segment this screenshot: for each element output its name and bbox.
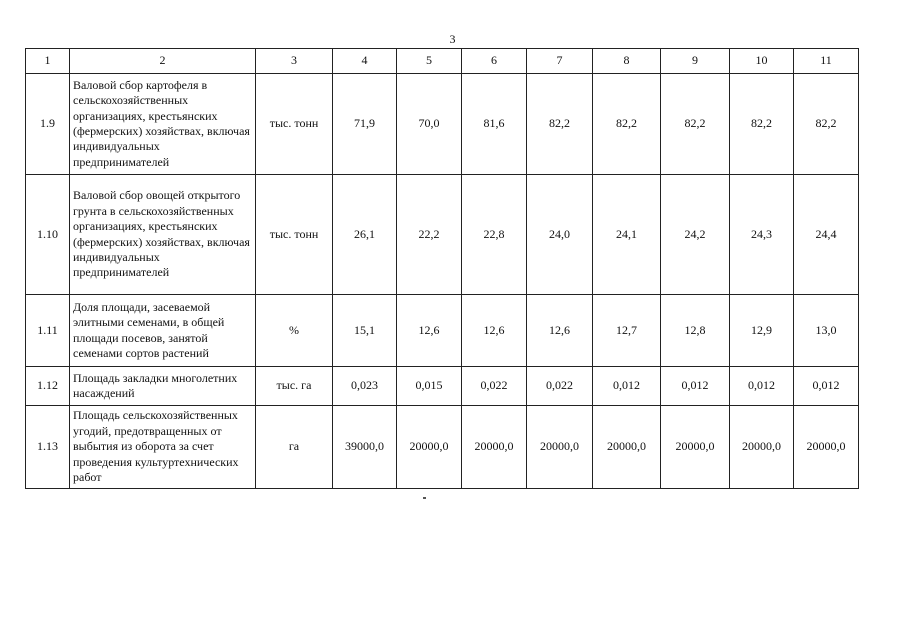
- table-row: [26, 175, 859, 295]
- value-cell: 20000,0: [397, 406, 462, 489]
- column-number: 8: [593, 49, 661, 74]
- value-cell: 13,0: [794, 295, 859, 367]
- value-cell: 12,7: [593, 295, 661, 367]
- indicators-table: [25, 48, 859, 489]
- value-cell: 22,8: [462, 175, 527, 295]
- indicator-name: Площадь закладки многолетних насаждений: [70, 367, 256, 406]
- value-cell: 71,9: [333, 74, 397, 175]
- value-cell: 20000,0: [730, 406, 794, 489]
- value-cell: 82,2: [661, 74, 730, 175]
- value-cell: 24,4: [794, 175, 859, 295]
- column-number: 11: [794, 49, 859, 74]
- value-cell: 26,1: [333, 175, 397, 295]
- value-cell: 20000,0: [794, 406, 859, 489]
- value-cell: 70,0: [397, 74, 462, 175]
- table-row: [26, 367, 859, 406]
- indicator-name: Валовой сбор картофеля в сельскохозяйственных организациях, крестьянских (фермерских) хозяйствах, включая индивидуальных предпринимателей: [70, 74, 256, 175]
- value-cell: 20000,0: [593, 406, 661, 489]
- value-cell: 0,012: [593, 367, 661, 406]
- unit-cell: %: [256, 295, 333, 367]
- value-cell: 12,6: [397, 295, 462, 367]
- unit-cell: га: [256, 406, 333, 489]
- value-cell: 0,012: [661, 367, 730, 406]
- value-cell: 22,2: [397, 175, 462, 295]
- value-cell: 82,2: [527, 74, 593, 175]
- value-cell: 20000,0: [527, 406, 593, 489]
- value-cell: 12,9: [730, 295, 794, 367]
- row-id: 1.9: [26, 74, 70, 175]
- column-number: 4: [333, 49, 397, 74]
- value-cell: 0,012: [794, 367, 859, 406]
- value-cell: 0,022: [462, 367, 527, 406]
- value-cell: 0,015: [397, 367, 462, 406]
- column-number: 7: [527, 49, 593, 74]
- value-cell: 20000,0: [661, 406, 730, 489]
- column-number: 5: [397, 49, 462, 74]
- value-cell: 15,1: [333, 295, 397, 367]
- column-number: 3: [256, 49, 333, 74]
- value-cell: 12,6: [462, 295, 527, 367]
- row-id: 1.13: [26, 406, 70, 489]
- table-row: [26, 295, 859, 367]
- table-row: [26, 74, 859, 175]
- value-cell: 82,2: [794, 74, 859, 175]
- unit-cell: тыс. тонн: [256, 175, 333, 295]
- value-cell: 12,6: [527, 295, 593, 367]
- indicator-name: Доля площади, засеваемой элитными семенами, в общей площади посевов, занятой семенами сортов растений: [70, 295, 256, 367]
- page-number: 3: [449, 32, 456, 46]
- column-number: 9: [661, 49, 730, 74]
- column-number-row: [26, 49, 859, 74]
- column-number: 10: [730, 49, 794, 74]
- value-cell: 0,012: [730, 367, 794, 406]
- row-id: 1.11: [26, 295, 70, 367]
- unit-cell: тыс. тонн: [256, 74, 333, 175]
- column-number: 1: [26, 49, 70, 74]
- value-cell: 39000,0: [333, 406, 397, 489]
- column-number: 2: [70, 49, 256, 74]
- value-cell: 82,2: [593, 74, 661, 175]
- value-cell: 0,022: [527, 367, 593, 406]
- unit-cell: тыс. га: [256, 367, 333, 406]
- table-row: [26, 406, 859, 489]
- value-cell: 24,1: [593, 175, 661, 295]
- indicator-name: Площадь сельскохозяйственных угодий, предотвращенных от выбытия из оборота за счет проведения культуртехнических работ: [70, 406, 256, 489]
- indicator-name: Валовой сбор овощей открытого грунта в сельскохозяйственных организациях, крестьянских (фермерских) хозяйствах, включая индивидуальных предпринимателей: [70, 175, 256, 295]
- value-cell: 0,023: [333, 367, 397, 406]
- value-cell: 24,2: [661, 175, 730, 295]
- value-cell: 24,3: [730, 175, 794, 295]
- value-cell: 81,6: [462, 74, 527, 175]
- scan-speck: [423, 497, 426, 499]
- value-cell: 24,0: [527, 175, 593, 295]
- column-number: 6: [462, 49, 527, 74]
- value-cell: 82,2: [730, 74, 794, 175]
- row-id: 1.10: [26, 175, 70, 295]
- value-cell: 20000,0: [462, 406, 527, 489]
- value-cell: 12,8: [661, 295, 730, 367]
- row-id: 1.12: [26, 367, 70, 406]
